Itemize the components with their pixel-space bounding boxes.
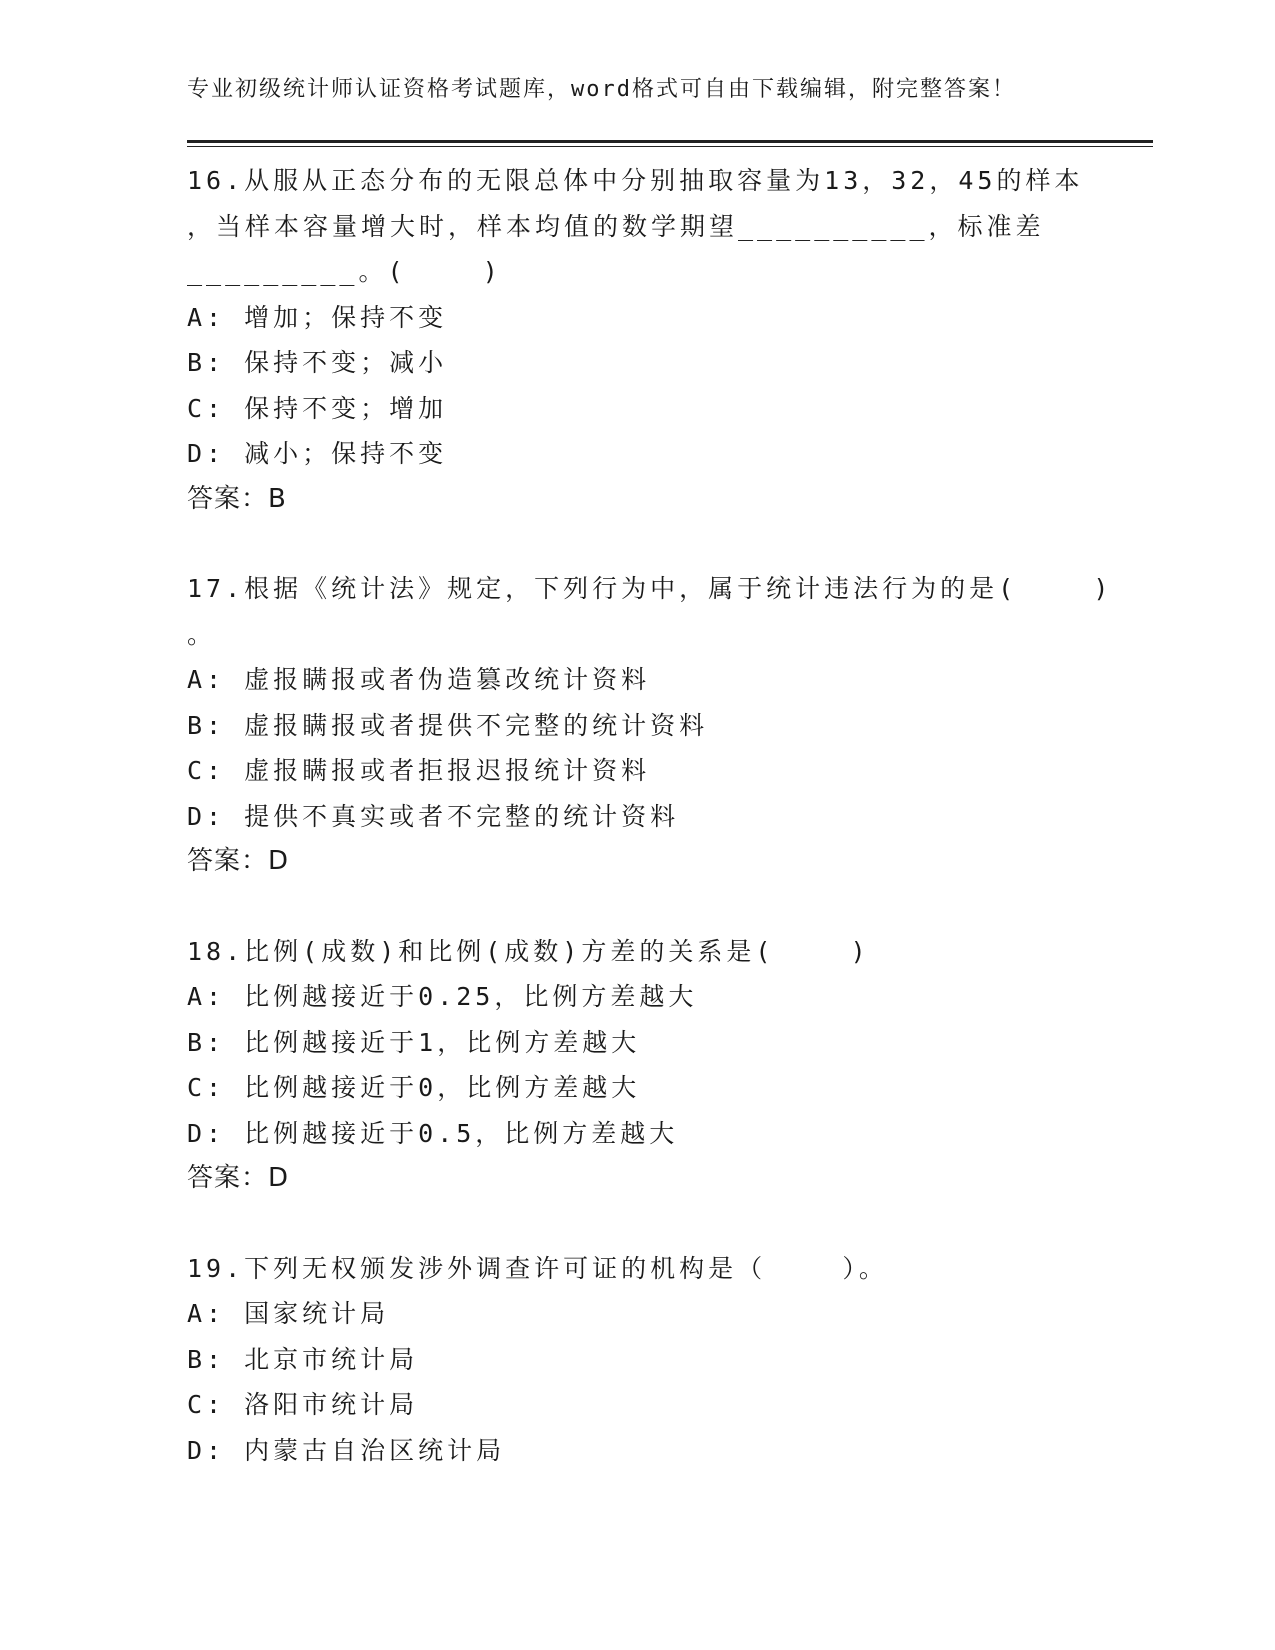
option-c: C: 保持不变；增加 [187, 393, 448, 423]
option-d: D: 比例越接近于0.5，比例方差越大 [187, 1118, 679, 1148]
question-19 [187, 1246, 1137, 1474]
option-a: A: 国家统计局 [187, 1299, 390, 1328]
question-stem: 17.根据《统计法》规定，下列行为中，属于统计违法行为的是( ) [187, 574, 1113, 603]
option-d: D: 提供不真实或者不完整的统计资料 [187, 801, 680, 831]
header-rule-thick [187, 140, 1153, 143]
question-stem: ，当样本容量增大时，样本均值的数学期望__________，标准差 [187, 211, 1045, 241]
answer: 答案：D [187, 846, 290, 876]
option-b: B: 北京市统计局 [187, 1344, 419, 1374]
question-stem: 18.比例(成数)和比例(成数)方差的关系是( ) [187, 936, 870, 966]
question-16 [187, 158, 1137, 522]
option-b: B: 保持不变；减小 [187, 348, 448, 377]
option-b: B: 比例越接近于1，比例方差越大 [187, 1027, 641, 1057]
option-a: A: 比例越接近于0.25，比例方差越大 [187, 982, 698, 1011]
question-stem: 19.下列无权颁发涉外调查许可证的机构是（ ）。 [187, 1253, 888, 1283]
option-c: C: 虚报瞒报或者拒报迟报统计资料 [187, 756, 651, 785]
option-a: A: 虚报瞒报或者伪造篡改统计资料 [187, 665, 651, 694]
answer: 答案：D [187, 1163, 290, 1193]
option-b: B: 虚报瞒报或者提供不完整的统计资料 [187, 710, 709, 740]
option-d: D: 内蒙古自治区统计局 [187, 1435, 506, 1465]
header-rule-thin [187, 146, 1153, 147]
question-list [187, 158, 1137, 1517]
question-stem: _________。( ) [187, 257, 502, 286]
question-stem: 。 [187, 619, 217, 649]
question-17 [187, 566, 1137, 885]
option-a: A: 增加；保持不变 [187, 302, 448, 332]
question-stem: 16.从服从正态分布的无限总体中分别抽取容量为13，32，45的样本 [187, 166, 1084, 195]
question-18 [187, 929, 1137, 1202]
option-d: D: 减小；保持不变 [187, 439, 448, 468]
page-header: 专业初级统计师认证资格考试题库，word格式可自由下载编辑，附完整答案！ [187, 77, 1016, 102]
option-c: C: 比例越接近于0，比例方差越大 [187, 1073, 641, 1102]
answer: 答案：B [187, 483, 287, 514]
option-c: C: 洛阳市统计局 [187, 1390, 419, 1419]
